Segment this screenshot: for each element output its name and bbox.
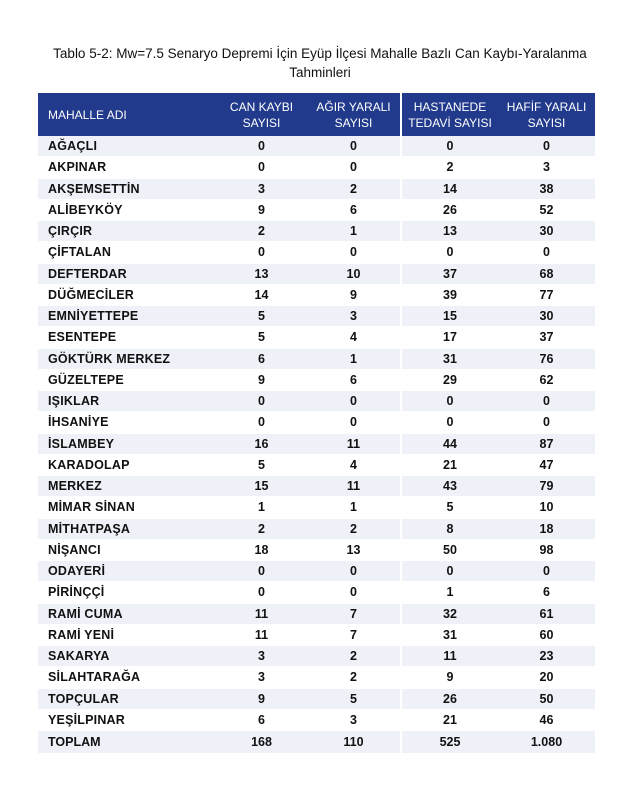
cell-can-kaybi: 3 bbox=[216, 179, 307, 200]
cell-hastanede-tedavi: 44 bbox=[400, 434, 498, 455]
table-row bbox=[38, 179, 595, 200]
table-row bbox=[38, 242, 595, 263]
cell-can-kaybi: 15 bbox=[216, 476, 307, 497]
table-footer bbox=[38, 731, 595, 753]
cell-hastanede-tedavi: 0 bbox=[400, 412, 498, 433]
cell-mahalle-adi: GÖKTÜRK MERKEZ bbox=[38, 349, 216, 370]
table-row bbox=[38, 519, 595, 540]
cell-mahalle-adi: AĞAÇLI bbox=[38, 136, 216, 157]
table-row bbox=[38, 667, 595, 688]
cell-can-kaybi: 11 bbox=[216, 604, 307, 625]
cell-can-kaybi: 0 bbox=[216, 136, 307, 157]
cell-can-kaybi: 0 bbox=[216, 412, 307, 433]
cell-agir-yarali: 10 bbox=[307, 264, 400, 285]
table-row bbox=[38, 710, 595, 731]
cell-can-kaybi: 6 bbox=[216, 710, 307, 731]
cell-mahalle-adi: DÜĞMECİLER bbox=[38, 285, 216, 306]
table-row bbox=[38, 412, 595, 433]
cell-hastanede-tedavi: 21 bbox=[400, 710, 498, 731]
cell-hastanede-tedavi: 2 bbox=[400, 157, 498, 178]
cell-hafif-yarali: 6 bbox=[498, 582, 595, 603]
cell-mahalle-adi: İHSANİYE bbox=[38, 412, 216, 433]
cell-agir-yarali: 3 bbox=[307, 306, 400, 327]
cell-agir-yarali: 4 bbox=[307, 327, 400, 348]
table-row bbox=[38, 349, 595, 370]
cell-can-kaybi: 0 bbox=[216, 242, 307, 263]
cell-hafif-yarali: 10 bbox=[498, 497, 595, 518]
header-hastanede-tedavi: HASTANEDE TEDAVİ SAYISI bbox=[400, 93, 498, 136]
table-row bbox=[38, 157, 595, 178]
header-can-kaybi: CAN KAYBI SAYISI bbox=[216, 93, 307, 136]
cell-hastanede-tedavi: 50 bbox=[400, 540, 498, 561]
cell-hastanede-tedavi: 15 bbox=[400, 306, 498, 327]
cell-hafif-yarali: 0 bbox=[498, 412, 595, 433]
table-row bbox=[38, 689, 595, 710]
cell-hafif-yarali: 76 bbox=[498, 349, 595, 370]
cell-hastanede-tedavi: 43 bbox=[400, 476, 498, 497]
cell-agir-yarali: 0 bbox=[307, 582, 400, 603]
table-row bbox=[38, 327, 595, 348]
cell-mahalle-adi: ALİBEYKÖY bbox=[38, 200, 216, 221]
table-row bbox=[38, 136, 595, 157]
cell-mahalle-adi: AKPINAR bbox=[38, 157, 216, 178]
cell-agir-yarali: 11 bbox=[307, 434, 400, 455]
cell-agir-yarali: 1 bbox=[307, 497, 400, 518]
cell-hafif-yarali: 52 bbox=[498, 200, 595, 221]
cell-hafif-yarali: 77 bbox=[498, 285, 595, 306]
cell-agir-yarali: 2 bbox=[307, 519, 400, 540]
cell-can-kaybi: 2 bbox=[216, 221, 307, 242]
cell-mahalle-adi: GÜZELTEPE bbox=[38, 370, 216, 391]
cell-hastanede-tedavi: 0 bbox=[400, 242, 498, 263]
total-hastanede-tedavi: 525 bbox=[400, 731, 498, 753]
cell-can-kaybi: 0 bbox=[216, 561, 307, 582]
cell-hafif-yarali: 0 bbox=[498, 136, 595, 157]
cell-agir-yarali: 0 bbox=[307, 561, 400, 582]
cell-can-kaybi: 2 bbox=[216, 519, 307, 540]
cell-hastanede-tedavi: 0 bbox=[400, 136, 498, 157]
cell-hafif-yarali: 0 bbox=[498, 391, 595, 412]
cell-hafif-yarali: 60 bbox=[498, 625, 595, 646]
casualty-table bbox=[38, 93, 595, 753]
cell-agir-yarali: 1 bbox=[307, 349, 400, 370]
cell-hafif-yarali: 47 bbox=[498, 455, 595, 476]
table-header bbox=[38, 93, 595, 136]
table-row bbox=[38, 455, 595, 476]
cell-hafif-yarali: 62 bbox=[498, 370, 595, 391]
cell-hastanede-tedavi: 39 bbox=[400, 285, 498, 306]
cell-can-kaybi: 0 bbox=[216, 582, 307, 603]
cell-mahalle-adi: SAKARYA bbox=[38, 646, 216, 667]
cell-hafif-yarali: 79 bbox=[498, 476, 595, 497]
cell-hastanede-tedavi: 26 bbox=[400, 689, 498, 710]
cell-can-kaybi: 5 bbox=[216, 455, 307, 476]
cell-can-kaybi: 13 bbox=[216, 264, 307, 285]
cell-can-kaybi: 0 bbox=[216, 157, 307, 178]
cell-agir-yarali: 0 bbox=[307, 157, 400, 178]
cell-agir-yarali: 3 bbox=[307, 710, 400, 731]
total-label: TOPLAM bbox=[38, 731, 216, 753]
table-row bbox=[38, 434, 595, 455]
caption-line-1: Tablo 5-2: Mw=7.5 Senaryo Depremi İçin Eyüp İlçesi Mahalle Bazlı Can Kaybı-Yaralanma bbox=[53, 46, 587, 61]
cell-agir-yarali: 2 bbox=[307, 179, 400, 200]
cell-agir-yarali: 7 bbox=[307, 625, 400, 646]
table-row bbox=[38, 476, 595, 497]
cell-hafif-yarali: 20 bbox=[498, 667, 595, 688]
cell-agir-yarali: 9 bbox=[307, 285, 400, 306]
cell-hastanede-tedavi: 32 bbox=[400, 604, 498, 625]
cell-hastanede-tedavi: 21 bbox=[400, 455, 498, 476]
cell-hafif-yarali: 50 bbox=[498, 689, 595, 710]
table-row bbox=[38, 264, 595, 285]
cell-can-kaybi: 9 bbox=[216, 200, 307, 221]
table-row bbox=[38, 285, 595, 306]
cell-agir-yarali: 0 bbox=[307, 242, 400, 263]
cell-hastanede-tedavi: 8 bbox=[400, 519, 498, 540]
total-agir-yarali: 110 bbox=[307, 731, 400, 753]
cell-mahalle-adi: İSLAMBEY bbox=[38, 434, 216, 455]
cell-hafif-yarali: 68 bbox=[498, 264, 595, 285]
cell-agir-yarali: 0 bbox=[307, 412, 400, 433]
cell-hastanede-tedavi: 17 bbox=[400, 327, 498, 348]
cell-can-kaybi: 5 bbox=[216, 327, 307, 348]
table-row bbox=[38, 646, 595, 667]
cell-hafif-yarali: 61 bbox=[498, 604, 595, 625]
cell-can-kaybi: 14 bbox=[216, 285, 307, 306]
cell-can-kaybi: 0 bbox=[216, 391, 307, 412]
cell-mahalle-adi: AKŞEMSETTİN bbox=[38, 179, 216, 200]
cell-hastanede-tedavi: 26 bbox=[400, 200, 498, 221]
cell-mahalle-adi: RAMİ YENİ bbox=[38, 625, 216, 646]
cell-hafif-yarali: 37 bbox=[498, 327, 595, 348]
cell-can-kaybi: 1 bbox=[216, 497, 307, 518]
table-row bbox=[38, 604, 595, 625]
cell-mahalle-adi: MİTHATPAŞA bbox=[38, 519, 216, 540]
cell-can-kaybi: 9 bbox=[216, 370, 307, 391]
cell-mahalle-adi: ESENTEPE bbox=[38, 327, 216, 348]
cell-agir-yarali: 4 bbox=[307, 455, 400, 476]
cell-hastanede-tedavi: 11 bbox=[400, 646, 498, 667]
cell-agir-yarali: 2 bbox=[307, 646, 400, 667]
cell-hafif-yarali: 30 bbox=[498, 221, 595, 242]
table-row bbox=[38, 540, 595, 561]
cell-agir-yarali: 11 bbox=[307, 476, 400, 497]
cell-agir-yarali: 0 bbox=[307, 391, 400, 412]
cell-can-kaybi: 9 bbox=[216, 689, 307, 710]
cell-hafif-yarali: 38 bbox=[498, 179, 595, 200]
cell-hafif-yarali: 0 bbox=[498, 242, 595, 263]
cell-hastanede-tedavi: 1 bbox=[400, 582, 498, 603]
cell-hafif-yarali: 87 bbox=[498, 434, 595, 455]
cell-hastanede-tedavi: 29 bbox=[400, 370, 498, 391]
cell-hastanede-tedavi: 14 bbox=[400, 179, 498, 200]
cell-mahalle-adi: DEFTERDAR bbox=[38, 264, 216, 285]
cell-agir-yarali: 6 bbox=[307, 370, 400, 391]
table-row bbox=[38, 561, 595, 582]
cell-mahalle-adi: YEŞİLPINAR bbox=[38, 710, 216, 731]
header-row bbox=[38, 93, 595, 136]
header-agir-yarali: AĞIR YARALI SAYISI bbox=[307, 93, 400, 136]
table-row bbox=[38, 200, 595, 221]
cell-mahalle-adi: SİLAHTARAĞA bbox=[38, 667, 216, 688]
cell-agir-yarali: 0 bbox=[307, 136, 400, 157]
table-row bbox=[38, 582, 595, 603]
table-row bbox=[38, 370, 595, 391]
cell-hafif-yarali: 30 bbox=[498, 306, 595, 327]
cell-agir-yarali: 7 bbox=[307, 604, 400, 625]
table-body bbox=[38, 136, 595, 731]
cell-mahalle-adi: KARADOLAP bbox=[38, 455, 216, 476]
cell-can-kaybi: 5 bbox=[216, 306, 307, 327]
header-hafif-yarali: HAFİF YARALI SAYISI bbox=[498, 93, 595, 136]
table-row bbox=[38, 497, 595, 518]
table-row bbox=[38, 625, 595, 646]
total-can-kaybi: 168 bbox=[216, 731, 307, 753]
cell-can-kaybi: 6 bbox=[216, 349, 307, 370]
cell-agir-yarali: 6 bbox=[307, 200, 400, 221]
cell-hastanede-tedavi: 9 bbox=[400, 667, 498, 688]
cell-mahalle-adi: MİMAR SİNAN bbox=[38, 497, 216, 518]
cell-hafif-yarali: 18 bbox=[498, 519, 595, 540]
cell-hastanede-tedavi: 31 bbox=[400, 349, 498, 370]
cell-agir-yarali: 13 bbox=[307, 540, 400, 561]
table-caption bbox=[20, 44, 620, 82]
table-row bbox=[38, 221, 595, 242]
cell-can-kaybi: 3 bbox=[216, 667, 307, 688]
cell-mahalle-adi: ODAYERİ bbox=[38, 561, 216, 582]
cell-hastanede-tedavi: 37 bbox=[400, 264, 498, 285]
table-row bbox=[38, 306, 595, 327]
cell-can-kaybi: 3 bbox=[216, 646, 307, 667]
cell-mahalle-adi: PİRİNÇÇİ bbox=[38, 582, 216, 603]
cell-hafif-yarali: 46 bbox=[498, 710, 595, 731]
header-mahalle-adi: MAHALLE ADI bbox=[38, 93, 216, 136]
cell-mahalle-adi: IŞIKLAR bbox=[38, 391, 216, 412]
cell-hafif-yarali: 0 bbox=[498, 561, 595, 582]
total-hafif-yarali: 1.080 bbox=[498, 731, 595, 753]
cell-mahalle-adi: MERKEZ bbox=[38, 476, 216, 497]
cell-can-kaybi: 18 bbox=[216, 540, 307, 561]
total-row bbox=[38, 731, 595, 753]
cell-mahalle-adi: NİŞANCI bbox=[38, 540, 216, 561]
cell-agir-yarali: 5 bbox=[307, 689, 400, 710]
cell-agir-yarali: 2 bbox=[307, 667, 400, 688]
cell-hafif-yarali: 98 bbox=[498, 540, 595, 561]
caption-line-2: Tahminleri bbox=[289, 65, 351, 80]
cell-can-kaybi: 11 bbox=[216, 625, 307, 646]
cell-hastanede-tedavi: 0 bbox=[400, 561, 498, 582]
table-row bbox=[38, 391, 595, 412]
cell-mahalle-adi: RAMİ CUMA bbox=[38, 604, 216, 625]
cell-mahalle-adi: ÇIRÇIR bbox=[38, 221, 216, 242]
cell-hastanede-tedavi: 31 bbox=[400, 625, 498, 646]
cell-hastanede-tedavi: 13 bbox=[400, 221, 498, 242]
cell-mahalle-adi: EMNİYETTEPE bbox=[38, 306, 216, 327]
cell-can-kaybi: 16 bbox=[216, 434, 307, 455]
cell-hastanede-tedavi: 5 bbox=[400, 497, 498, 518]
cell-mahalle-adi: TOPÇULAR bbox=[38, 689, 216, 710]
cell-hafif-yarali: 23 bbox=[498, 646, 595, 667]
cell-agir-yarali: 1 bbox=[307, 221, 400, 242]
cell-hastanede-tedavi: 0 bbox=[400, 391, 498, 412]
cell-mahalle-adi: ÇİFTALAN bbox=[38, 242, 216, 263]
cell-hafif-yarali: 3 bbox=[498, 157, 595, 178]
